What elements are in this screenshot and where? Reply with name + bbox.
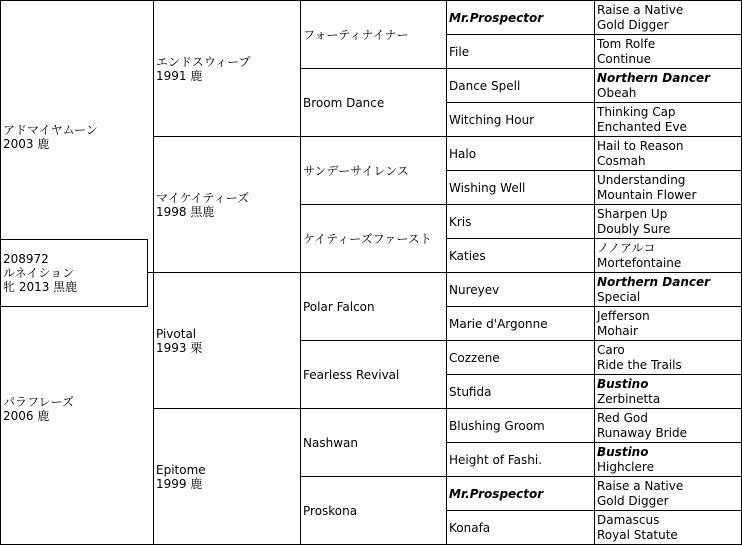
g4-name: Blushing Groom — [449, 418, 545, 433]
g4-name: Konafa — [449, 520, 491, 535]
g4-name: File — [449, 44, 470, 59]
g5-cell — [594, 102, 742, 137]
g5-cell — [594, 374, 742, 409]
g5-name: Bustino — [597, 444, 649, 459]
g5-name: Northern Dancer — [597, 274, 711, 289]
g5-cell — [594, 34, 742, 69]
g5-cell — [594, 68, 742, 103]
g2-name: エンドスウィープ — [156, 54, 251, 69]
g5-name: Raise a Native — [597, 478, 684, 493]
g3-cell — [300, 136, 447, 205]
g3-name: ケイティーズファースト — [303, 231, 432, 246]
g5-name: Caro — [597, 342, 625, 357]
g3-cell — [300, 340, 447, 409]
g5-name: Northern Dancer — [597, 70, 711, 85]
g5-name: Continue — [597, 51, 651, 66]
g4-name: Cozzene — [449, 350, 500, 365]
g5-name: Jefferson — [597, 308, 650, 323]
g4-cell — [446, 170, 595, 205]
g4-cell — [446, 272, 595, 307]
g3-cell — [300, 272, 447, 341]
g5-name: Royal Statute — [597, 527, 678, 542]
g3-name: Proskona — [303, 503, 358, 518]
g5-cell — [594, 476, 742, 511]
g3-cell — [300, 476, 447, 545]
g5-cell — [594, 272, 742, 307]
g5-name: Ride the Trails — [597, 357, 682, 372]
g3-cell — [300, 204, 447, 273]
g5-cell — [594, 442, 742, 477]
g5-cell — [594, 408, 742, 443]
subject-name: ルネイション — [3, 266, 75, 280]
g4-name: Kris — [449, 214, 472, 229]
g4-cell — [446, 238, 595, 273]
g2-cell — [153, 136, 301, 273]
g3-cell — [300, 0, 447, 69]
g5-name: Mortefontaine — [597, 255, 682, 270]
g5-cell — [594, 0, 742, 35]
g3-cell — [300, 68, 447, 137]
dam-name: パラフレーズ — [3, 394, 74, 409]
subject-info: 牝 2013 黒鹿 — [3, 280, 78, 294]
g5-name: Thinking Cap — [597, 104, 676, 119]
g5-cell — [594, 306, 742, 341]
g2-name: Epitome — [156, 462, 206, 477]
g4-name: Katies — [449, 248, 486, 263]
g2-info: 1998 黒鹿 — [156, 204, 215, 219]
g4-cell — [446, 0, 595, 35]
subject-cell — [0, 239, 148, 307]
g5-name: Gold Digger — [597, 17, 669, 32]
g4-cell — [446, 442, 595, 477]
g2-name: Pivotal — [156, 326, 197, 341]
g5-name: Bustino — [597, 376, 649, 391]
g5-cell — [594, 170, 742, 205]
g4-cell — [446, 68, 595, 103]
g4-name: Mr.Prospector — [449, 486, 544, 501]
g2-info: 1993 栗 — [156, 340, 203, 355]
g4-name: Mr.Prospector — [449, 10, 544, 25]
g5-name: Gold Digger — [597, 493, 669, 508]
g5-name: Special — [597, 289, 641, 304]
g5-name: Understanding — [597, 172, 686, 187]
g3-name: Polar Falcon — [303, 299, 375, 314]
g4-cell — [446, 408, 595, 443]
g5-name: Cosmah — [597, 153, 646, 168]
g4-name: Wishing Well — [449, 180, 526, 195]
g5-name: Damascus — [597, 512, 660, 527]
g3-cell — [300, 408, 447, 477]
g2-cell — [153, 272, 301, 409]
g4-cell — [446, 34, 595, 69]
dam-cell — [0, 272, 154, 545]
g5-cell — [594, 204, 742, 239]
g3-name: Nashwan — [303, 435, 358, 450]
g4-cell — [446, 102, 595, 137]
g2-info: 1991 鹿 — [156, 68, 203, 83]
sire-info: 2003 鹿 — [3, 136, 50, 151]
g3-name: フォーティナイナー — [303, 27, 409, 42]
g4-name: Witching Hour — [449, 112, 535, 127]
g4-cell — [446, 204, 595, 239]
g5-name: Highclere — [597, 459, 654, 474]
g4-name: Halo — [449, 146, 477, 161]
g5-cell — [594, 136, 742, 171]
sire-name: アドマイヤムーン — [3, 122, 98, 137]
g5-name: Zerbinetta — [597, 391, 661, 406]
g5-name: ノノアルコ — [597, 240, 656, 255]
sire-cell — [0, 0, 154, 273]
g4-name: Marie d'Argonne — [449, 316, 548, 331]
g4-cell — [446, 340, 595, 375]
g4-name: Nureyev — [449, 282, 500, 297]
g5-name: Mohair — [597, 323, 638, 338]
dam-info: 2006 鹿 — [3, 408, 50, 423]
g4-cell — [446, 476, 595, 511]
g2-info: 1999 鹿 — [156, 476, 203, 491]
g3-name: Broom Dance — [303, 95, 385, 110]
g5-name: Tom Rolfe — [597, 36, 656, 51]
g3-name: サンデーサイレンス — [303, 163, 409, 178]
g3-name: Fearless Revival — [303, 367, 400, 382]
g5-name: Mountain Flower — [597, 187, 697, 202]
g5-cell — [594, 510, 742, 545]
g5-name: Doubly Sure — [597, 221, 671, 236]
g5-name: Obeah — [597, 85, 637, 100]
g4-cell — [446, 374, 595, 409]
g4-cell — [446, 136, 595, 171]
g4-name: Dance Spell — [449, 78, 521, 93]
g2-name: マイケイティーズ — [156, 190, 250, 205]
g4-cell — [446, 306, 595, 341]
g5-name: Hail to Reason — [597, 138, 684, 153]
g5-cell — [594, 340, 742, 375]
g5-name: Raise a Native — [597, 2, 684, 17]
g5-name: Sharpen Up — [597, 206, 668, 221]
g4-name: Stufida — [449, 384, 492, 399]
g5-name: Enchanted Eve — [597, 119, 687, 134]
g5-cell — [594, 238, 742, 273]
g5-name: Runaway Bride — [597, 425, 687, 440]
g4-name: Height of Fashi. — [449, 452, 543, 467]
subject-id: 208972 — [3, 252, 49, 266]
g4-cell — [446, 510, 595, 545]
g2-cell — [153, 408, 301, 545]
g2-cell — [153, 0, 301, 137]
g5-name: Red God — [597, 410, 648, 425]
